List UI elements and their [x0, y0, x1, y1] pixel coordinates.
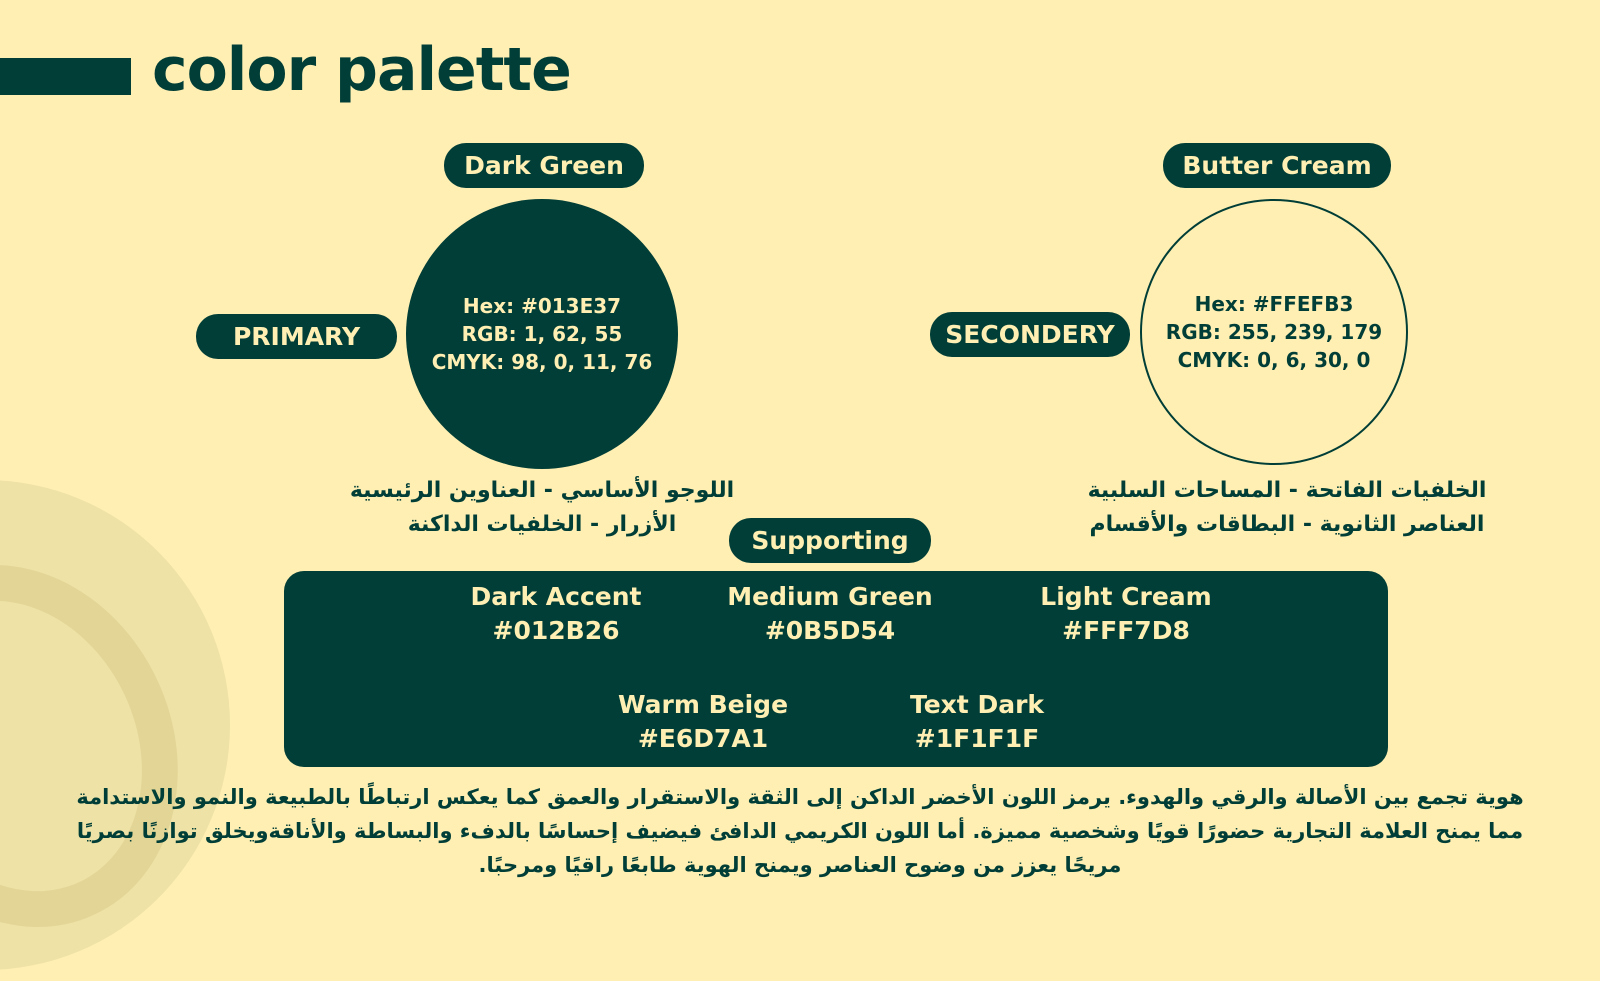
supporting-color-name: Dark Accent: [470, 582, 642, 611]
supporting-color-warm-beige: [618, 688, 788, 756]
primary-usage-line-2: الأزرار - الخلفيات الداكنة: [407, 512, 677, 537]
secondary-usage-text: [1082, 474, 1492, 542]
palette-description: [40, 780, 1560, 882]
supporting-color-text-dark: [910, 688, 1044, 756]
secondary-hex: Hex: #FFEFB3: [1194, 292, 1354, 316]
supporting-color-hex: #E6D7A1: [637, 724, 769, 753]
secondary-usage-line-1: الخلفيات الفاتحة - المساحات السلبية: [1087, 478, 1487, 503]
supporting-color-name: Text Dark: [909, 690, 1045, 719]
supporting-color-medium-green: [727, 580, 932, 648]
supporting-color-hex: #FFF7D8: [1062, 616, 1190, 645]
description-line-3: مريحًا يعزز من وضوح العناصر ويمنح الهوية طابعًا راقيًا ومرحبًا.: [478, 853, 1122, 877]
supporting-color-hex: #0B5D54: [764, 616, 896, 645]
supporting-color-name: Light Cream: [1040, 582, 1212, 611]
secondary-rgb: RGB: 255, 239, 179: [1165, 320, 1383, 344]
supporting-color-dark-accent: [471, 580, 642, 648]
supporting-color-hex: #012B26: [492, 616, 620, 645]
primary-color-swatch: [406, 199, 678, 469]
title-accent-bar: [0, 58, 131, 95]
supporting-color-name: Medium Green: [727, 582, 933, 611]
description-line-1: هوية تجمع بين الأصالة والرقي والهدوء. يرمز اللون الأخضر الداكن إلى الثقة والاستقرار والعمق كما يعكس ارتباطًا بالطبيعة والنمو والاستدامة: [76, 785, 1524, 809]
primary-rgb: RGB: 1, 62, 55: [461, 322, 623, 346]
supporting-badge: Supporting: [729, 518, 931, 563]
supporting-color-light-cream: [1040, 580, 1211, 648]
supporting-color-name: Warm Beige: [617, 690, 789, 719]
primary-usage-text: [345, 474, 739, 542]
primary-usage-line-1: اللوجو الأساسي - العناوين الرئيسية: [349, 478, 735, 503]
secondary-color-name-badge: Butter Cream: [1163, 143, 1391, 188]
secondary-usage-line-2: العناصر الثانوية - البطاقات والأقسام: [1089, 512, 1485, 537]
secondary-cmyk: CMYK: 0, 6, 30, 0: [1177, 348, 1371, 372]
supporting-color-hex: #1F1F1F: [914, 724, 1040, 753]
primary-hex: Hex: #013E37: [462, 294, 622, 318]
page-title: color palette: [152, 35, 571, 105]
primary-cmyk: CMYK: 98, 0, 11, 76: [431, 350, 653, 374]
primary-role-badge: PRIMARY: [196, 314, 397, 359]
description-line-2: مما يمنح العلامة التجارية حضورًا قويًا وشخصية مميزة. أما اللون الكريمي الدافئ فيضيف إحساسًا بالدفء والبساطة والأناقةويخلق توازنًا بصريًا: [76, 819, 1524, 843]
secondary-role-badge: SECONDERY: [930, 312, 1130, 357]
secondary-color-swatch: [1140, 199, 1408, 465]
primary-color-name-badge: Dark Green: [444, 143, 644, 188]
